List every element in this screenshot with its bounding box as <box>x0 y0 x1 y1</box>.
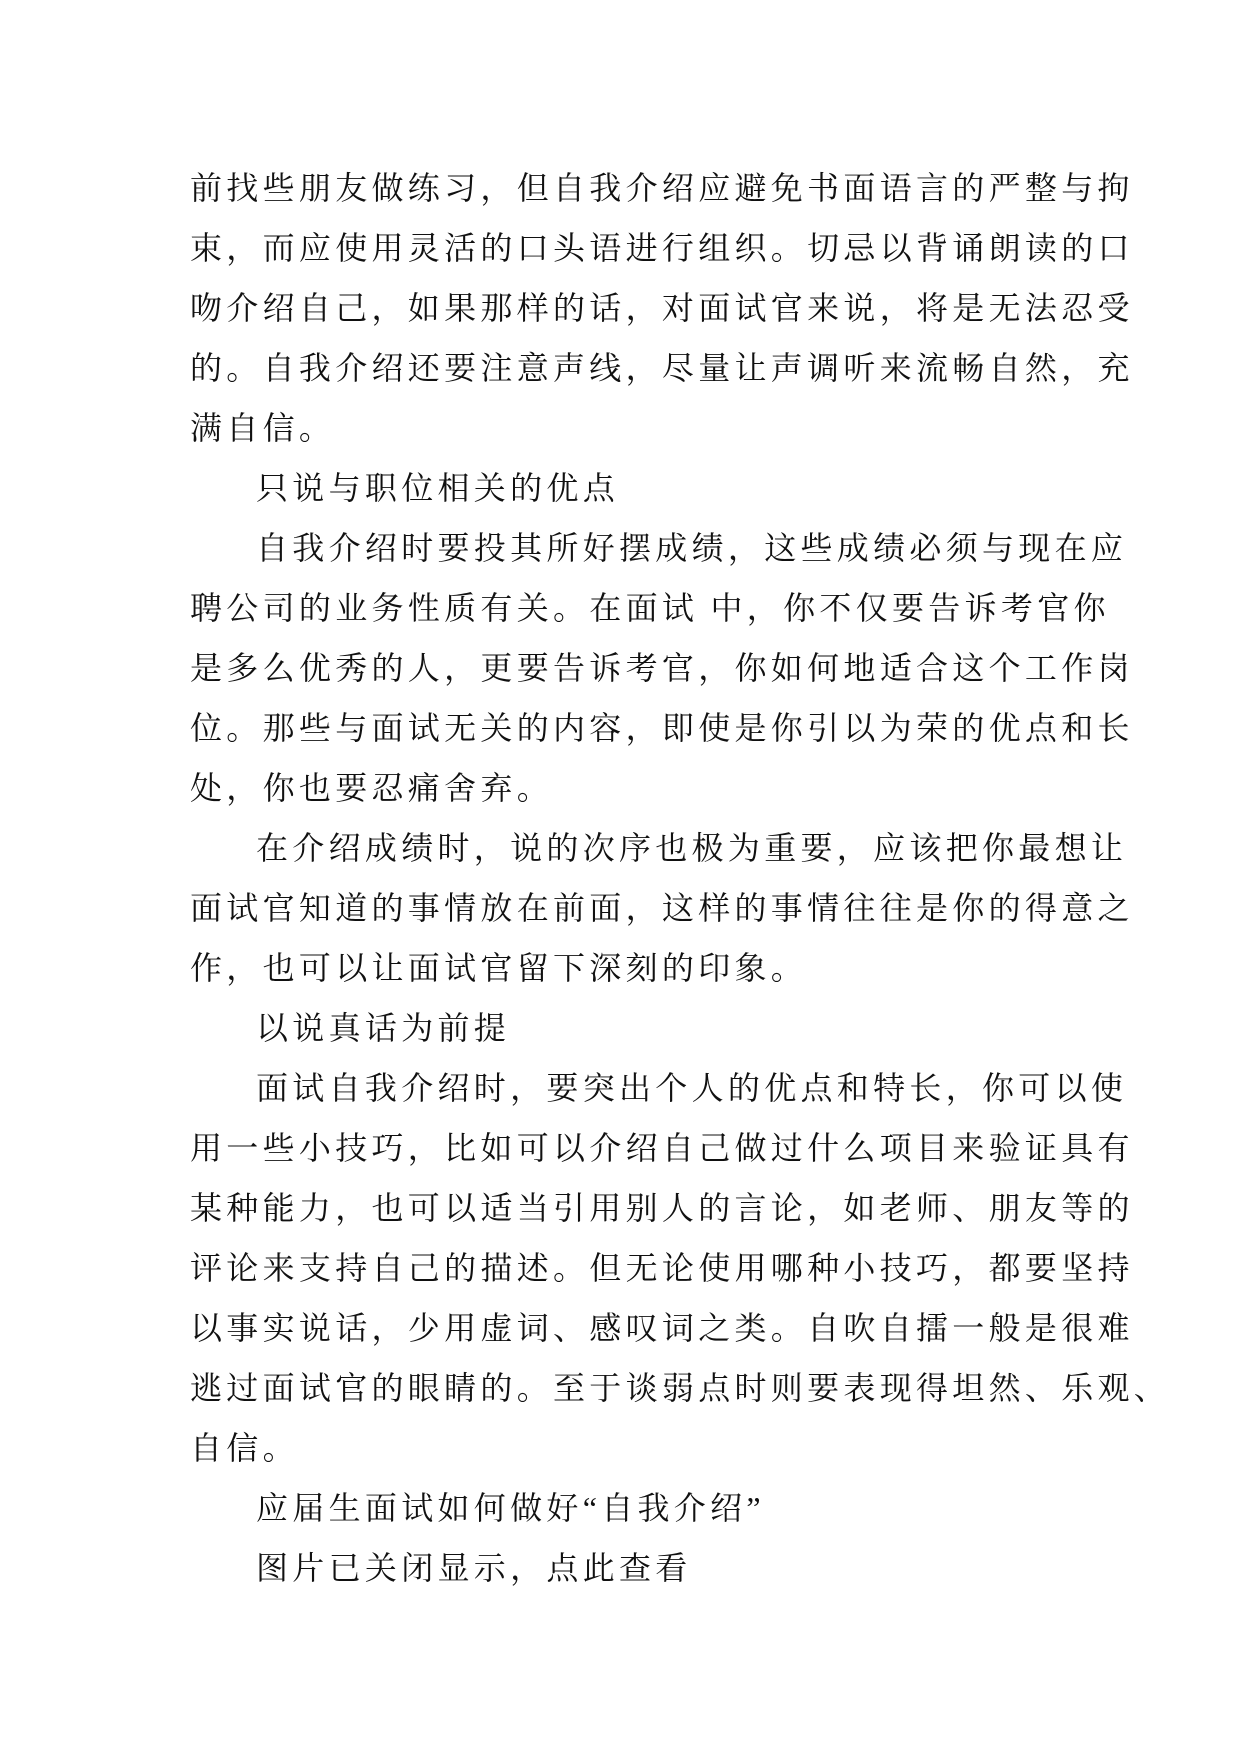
paragraph <box>190 1538 1052 1598</box>
section-heading <box>190 998 1052 1058</box>
text-line: 评论来支持自己的描述。但无论使用哪种小技巧，都要坚持 <box>190 1250 1134 1286</box>
image-hidden-notice[interactable]: 图片已关闭显示，点此查看 <box>256 1550 692 1586</box>
text-line: 束，而应使用灵活的口头语进行组织。切忌以背诵朗读的口 <box>190 230 1134 266</box>
paragraph <box>190 1058 1171 1478</box>
text-line: 面试自我介绍时，要突出个人的优点和特长，你可以使 <box>256 1070 1128 1106</box>
text-line: 以事实说话，少用虚词、感叹词之类。自吹自擂一般是很难 <box>190 1310 1134 1346</box>
text-line: 自信。 <box>190 1430 299 1466</box>
text-line: 位。那些与面试无关的内容，即使是你引以为荣的优点和长 <box>190 710 1134 746</box>
text-line: 某种能力，也可以适当引用别人的言论，如老师、朋友等的 <box>190 1190 1134 1226</box>
text-line: 聘公司的业务性质有关。在面试 中，你不仅要告诉考官你 <box>190 590 1110 626</box>
section-heading <box>190 1478 1052 1538</box>
text-line: 处，你也要忍痛舍弃。 <box>190 770 554 806</box>
text-line: 面试官知道的事情放在前面，这样的事情往往是你的得意之 <box>190 890 1134 926</box>
paragraph <box>190 158 1134 458</box>
heading-line: 应届生面试如何做好“自我介绍” <box>256 1490 765 1526</box>
text-line: 逃过面试官的眼睛的。至于谈弱点时则要表现得坦然、乐观、 <box>190 1370 1171 1406</box>
text-line: 自我介绍时要投其所好摆成绩，这些成绩必须与现在应 <box>256 530 1128 566</box>
section-heading <box>190 458 1052 518</box>
paragraph <box>190 518 1134 818</box>
text-line: 满自信。 <box>190 410 336 446</box>
heading-line: 以说真话为前提 <box>256 1010 511 1046</box>
document-body <box>190 158 1171 1598</box>
text-line: 的。自我介绍还要注意声线，尽量让声调听来流畅自然，充 <box>190 350 1134 386</box>
text-line: 用一些小技巧，比如可以介绍自己做过什么项目来验证具有 <box>190 1130 1134 1166</box>
text-line: 吻介绍自己，如果那样的话，对面试官来说，将是无法忍受 <box>190 290 1134 326</box>
text-line: 作，也可以让面试官留下深刻的印象。 <box>190 950 808 986</box>
heading-line: 只说与职位相关的优点 <box>256 470 620 506</box>
text-line: 是多么优秀的人，更要告诉考官，你如何地适合这个工作岗 <box>190 650 1134 686</box>
paragraph <box>190 818 1134 998</box>
text-line: 在介绍成绩时，说的次序也极为重要，应该把你最想让 <box>256 830 1128 866</box>
text-line: 前找些朋友做练习，但自我介绍应避免书面语言的严整与拘 <box>190 170 1134 206</box>
